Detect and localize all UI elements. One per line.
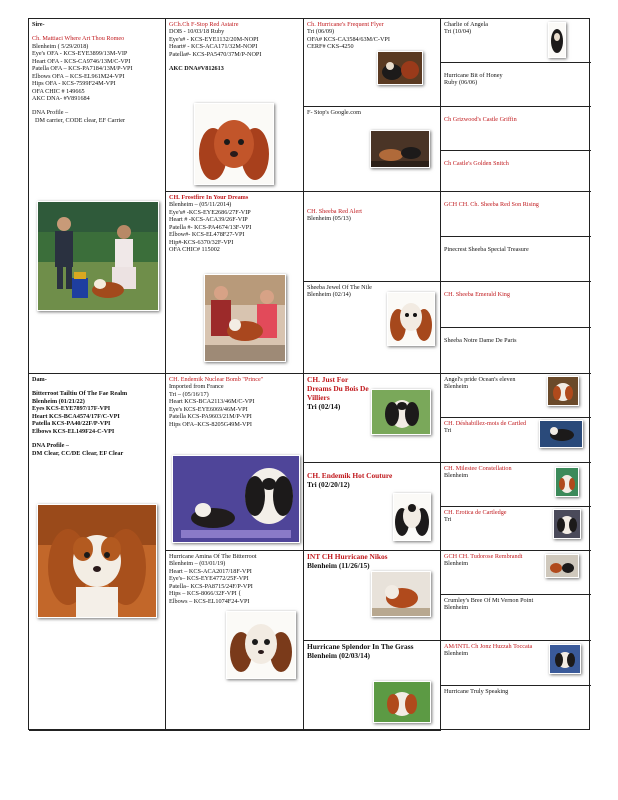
sire-line: Blenheim ( 5/29/2018) — [32, 42, 89, 50]
sire-dam-name: CH. Frostfire In Your Dreams — [169, 194, 249, 201]
gen3-name: Ch. Hurricane's Frequent Flyer — [307, 21, 384, 28]
gen4-photo — [555, 467, 579, 497]
gen4-line: Blenheim — [444, 383, 469, 391]
sire-dam-line: Hip#-KCS-6370/32F-VPI — [169, 238, 234, 246]
sire-cell — [29, 19, 166, 374]
gen3-photo — [371, 389, 431, 435]
sire-line: Heart OFA - KCS-CA9746/13M/C-VPI — [32, 57, 131, 65]
gen4-line: Tri — [444, 427, 452, 435]
sire-dam-line: Patella #- KCS-PA4674/13F-VPI — [169, 223, 252, 231]
gen3-name: F- Stop's Google.com — [307, 109, 361, 116]
gen4-line: Tri (10/04) — [444, 28, 472, 36]
gen4-name: Sheeba Notre Dame De Paris — [444, 337, 517, 344]
gen4-cell — [441, 19, 591, 63]
gen4-name: CH. Déshabillez-mois de Cartled — [444, 420, 527, 427]
gen3-name: INT CH Hurricane Nikos — [307, 552, 388, 561]
gen4-name: GCH CH. Ch. Sheeba Red Son Rising — [444, 201, 539, 208]
dam-photo — [37, 504, 157, 618]
gen3-photo — [373, 681, 431, 723]
sire-sire-name: GCh.Ch F-Stop Red Astaire — [169, 21, 239, 28]
gen3-photo — [371, 571, 431, 617]
sire-dam-line: Heart # -KCS-ACA39/26F-VIP — [169, 216, 248, 224]
gen4-cell — [441, 282, 591, 328]
gen4-cell — [441, 192, 591, 237]
dam-dna-title: DNA Profile – — [32, 442, 70, 450]
dam-sire-line: Patella KCS-PA9603/21M/P-VPI — [169, 413, 252, 421]
gen4-cell — [441, 595, 591, 641]
gen4-name: Ch Castle's Golden Snitch — [444, 160, 509, 167]
sire-dna-title: DNA Profile – — [32, 109, 69, 117]
gen4-name: CH. Erotica de Cartledge — [444, 509, 507, 516]
sire-line: OFA CHIC # 149665 — [32, 87, 85, 95]
dam-name: Bitterroot Tailtiu Of The Fae Realm — [32, 390, 128, 398]
sire-sire-photo — [194, 103, 274, 185]
gen4-name: Crumley's Bree Of Mt Vernon Point — [444, 597, 534, 604]
gen4-name: Ch Grizwood's Castle Griffin — [444, 116, 517, 123]
sire-line: Hips OFA - KCS-7599F24M-VPI — [32, 80, 116, 88]
gen3-line: Tri (02/20/12) — [307, 479, 350, 489]
gen3-name: Hurricane Splendor In The Grass — [307, 642, 414, 651]
gen3-photo — [387, 292, 435, 346]
gen4-name: CH. Milestee Constellation — [444, 465, 512, 472]
gen4-line: Blenheim — [444, 560, 469, 568]
dam-line: Patella KCS-PA40/22F/P-VPI — [32, 420, 111, 428]
dam-line: Blenheim (01/21/22) — [32, 397, 85, 405]
gen3-name: CH. Endemik Hot Couture — [307, 471, 393, 480]
sire-sire-line: Heart# - KCS-ACA171/32M-NOPI — [169, 43, 258, 51]
gen4-line: Blenheim — [444, 604, 469, 612]
gen3-name: CH. Just For Dreams Du Bois De Villiers — [307, 375, 369, 402]
dam-sire-line: Heart KCS-BCA2113/46M/C-VPI — [169, 398, 255, 406]
gen4-photo — [553, 509, 581, 539]
gen3-photo — [377, 51, 423, 85]
gen3-line: Blenheim (02/14) — [307, 291, 351, 299]
dam-dam-line: Elbows – KCS-EL1074F24-VPI — [169, 597, 250, 605]
gen4-cell — [441, 151, 591, 192]
gen4-photo — [545, 554, 579, 578]
gen4-name: Angel's pride Ocean's eleven — [444, 376, 516, 383]
sire-show-photo — [37, 201, 159, 311]
dam-dam-line: Eye's– KCS-EYE4772/25F-VPI — [169, 575, 249, 583]
gen4-cell — [441, 107, 591, 151]
sire-line: AKC DNA- #V891684 — [32, 94, 90, 102]
dam-line: Eyes KCS-EYE7897/17F-VPI — [32, 405, 111, 413]
gen3-line: OFA# KCS-CA3584/63M/C-VPI — [307, 35, 390, 43]
gen4-photo — [549, 644, 581, 674]
dam-dam-name: Hurricane Amina Of The Bitterroot — [169, 553, 257, 560]
gen4-line: Tri — [444, 516, 452, 524]
gen3-line: Tri (06/09) — [307, 28, 335, 36]
gen4-photo — [548, 22, 566, 58]
dam-dam-line: Blenheim – (03/01/19) — [169, 560, 226, 568]
dam-line: Heart KCS-BCA4574/17F/C-VPI — [32, 412, 120, 420]
dam-sire-line: Tri – (05/16/17) — [169, 390, 209, 398]
sire-sire-dna: AKC DNA#V812613 — [169, 65, 224, 73]
dam-sire-line: Imported from France — [169, 383, 224, 391]
gen4-name: Hurricane Truly Speaking — [444, 688, 509, 695]
gen4-line: Blenheim — [444, 472, 469, 480]
dam-sire-name: CH. Endemik Nuclear Bomb "Prince" — [169, 376, 264, 383]
gen4-photo — [547, 376, 579, 406]
gen3-line: CERF# CKS-4250 — [307, 43, 354, 51]
sire-line: Patella OFA – KCS-PA7184/13M/P-VPI — [32, 65, 133, 73]
sire-dam-line: OFA CHIC# 115002 — [169, 246, 220, 254]
dam-dam-line: Hips – KCS-8066/32F-VPI { — [169, 590, 242, 598]
gen4-name: Charlie of Angela — [444, 21, 488, 28]
gen4-name: AM/INTL Ch Jonz Huzzah Toccata — [444, 643, 533, 650]
sire-dam-photo — [204, 274, 286, 362]
dam-line: Elbows KCS-EL149F24-C-VPI — [32, 427, 115, 435]
gen4-cell — [441, 686, 591, 731]
gen3-cell — [304, 192, 441, 282]
dam-dam-photo — [226, 611, 296, 679]
sire-line: Elbows OFA – KCS-EL961M24-VPI — [32, 72, 125, 80]
gen4-photo — [539, 420, 583, 448]
gen3-line: Blenheim (11/26/15) — [307, 560, 370, 570]
dam-dna-text: DM Clear, CC/DE Clear, EF Clear — [32, 449, 124, 457]
gen4-cell — [441, 237, 591, 282]
gen3-name: Sheeba Jewel Of The Nile — [307, 284, 372, 291]
gen3-photo — [370, 130, 430, 168]
dam-sire-line: Hips OFA–KCS-8205G49M-VPI — [169, 420, 252, 428]
sire-line: Eye's OFA - KCS-EYE3899/13M-VIP — [32, 50, 128, 58]
dam-dam-line: Patella– KCS-PA8715/24F/P-VPI — [169, 582, 253, 590]
dam-sire-photo — [172, 455, 300, 543]
sire-sire-line: DOB - 10/03/18 Ruby — [169, 28, 225, 36]
gen3-line: Tri (02/14) — [307, 401, 341, 411]
gen4-name: GCH CH. Tudorose Rembrandt — [444, 553, 523, 560]
gen4-name: Hurricane Bit of Honey — [444, 72, 503, 79]
dam-header: Dam- — [32, 376, 47, 383]
sire-dam-line: Blenheim – (05/11/2014) — [169, 201, 232, 209]
gen4-name: CH. Sheeba Emerald King — [444, 291, 510, 298]
gen3-line: Blenheim (02/03/14) — [307, 650, 371, 660]
gen4-line: Ruby (06/06) — [444, 79, 478, 87]
sire-dna-text: DM carrier, CODE clear, EF Carrier — [35, 116, 126, 124]
pedigree-table — [28, 18, 590, 730]
sire-name: Ch. Mattiaci Where Art Thou Romeo — [32, 35, 125, 43]
gen4-name: Pinecrest Sheeba Special Treasure — [444, 246, 529, 253]
sire-dam-line: Elbow#- KCS-EL478F27-VPI — [169, 231, 245, 239]
gen3-name: CH. Sheeba Red Alert — [307, 208, 362, 215]
gen4-cell — [441, 328, 591, 374]
gen3-photo — [393, 493, 431, 541]
sire-sire-line: Patella#- KCS-PA5470/37M/P-NOPI — [169, 50, 262, 58]
dam-dam-line: Heart – KCS-ACA2017/18F-VPI — [169, 567, 252, 575]
sire-header: Sire- — [32, 21, 45, 28]
gen4-line: Blenheim — [444, 650, 469, 658]
gen3-line: Blenheim (05/13) — [307, 215, 351, 223]
sire-sire-line: Eye's# - KCS-EYE1132/20M-NOPI — [169, 35, 259, 43]
dam-sire-line: Eye's KCS-EYE6069/46M-VPI — [169, 405, 248, 413]
sire-dam-line: Eye's# -KCS-EYE2686/27F-VIP — [169, 208, 251, 216]
gen4-cell — [441, 63, 591, 107]
